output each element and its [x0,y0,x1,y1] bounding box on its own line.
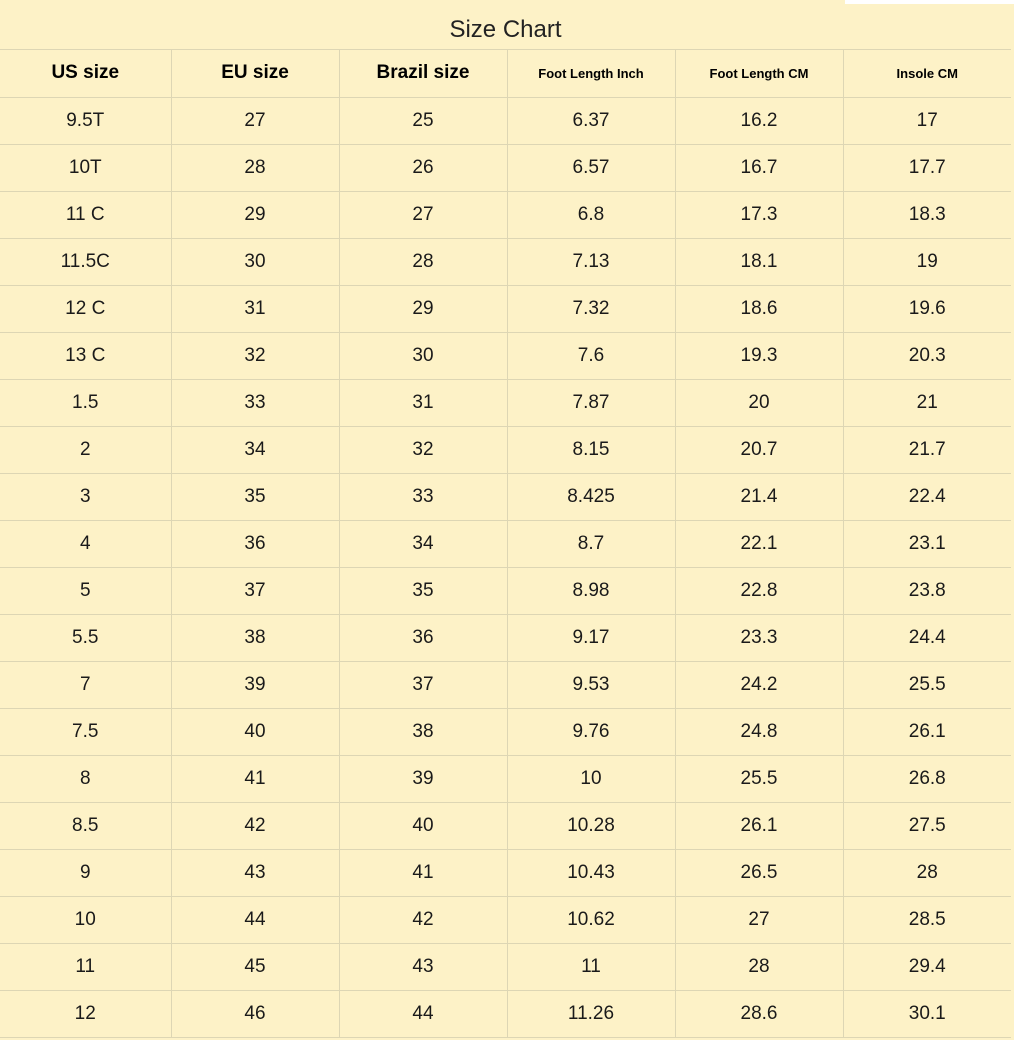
cell-brazil-size: 36 [339,614,507,661]
table-row [0,473,1011,520]
cell-insole-cm: 22.4 [843,473,1011,520]
cell-foot-length-cm: 18.6 [675,285,843,332]
cell-eu-size: 35 [171,473,339,520]
cell-foot-length-cm: 27 [675,896,843,943]
cell-foot-length-cm: 20.7 [675,426,843,473]
cell-foot-length-inch: 10.28 [507,802,675,849]
cell-brazil-size: 44 [339,990,507,1037]
table-row [0,849,1011,896]
cell-insole-cm: 20.3 [843,332,1011,379]
cell-insole-cm: 23.8 [843,567,1011,614]
cell-brazil-size: 34 [339,520,507,567]
table-row [0,990,1011,1037]
cell-insole-cm: 24.4 [843,614,1011,661]
cell-us-size: 8 [0,755,171,802]
cell-foot-length-inch: 9.17 [507,614,675,661]
cell-brazil-size: 37 [339,661,507,708]
cell-eu-size: 39 [171,661,339,708]
cell-foot-length-cm: 24.8 [675,708,843,755]
cell-us-size: 9.5T [0,97,171,144]
cell-eu-size: 40 [171,708,339,755]
cell-foot-length-cm: 26.5 [675,849,843,896]
header-brazil-size: Brazil size [339,50,507,97]
cell-eu-size: 30 [171,238,339,285]
cell-brazil-size: 33 [339,473,507,520]
cell-foot-length-inch: 7.32 [507,285,675,332]
cell-foot-length-inch: 10.62 [507,896,675,943]
header-us-size: US size [0,50,171,97]
cell-brazil-size: 35 [339,567,507,614]
cell-insole-cm: 19.6 [843,285,1011,332]
cell-eu-size: 45 [171,943,339,990]
cell-eu-size: 27 [171,97,339,144]
cell-insole-cm: 28.5 [843,896,1011,943]
cell-foot-length-cm: 17.3 [675,191,843,238]
table-row [0,426,1011,473]
cell-foot-length-inch: 8.15 [507,426,675,473]
cell-foot-length-inch: 8.7 [507,520,675,567]
cell-brazil-size: 27 [339,191,507,238]
cell-eu-size: 33 [171,379,339,426]
header-row [0,50,1011,97]
cell-foot-length-cm: 18.1 [675,238,843,285]
cell-eu-size: 38 [171,614,339,661]
cell-insole-cm: 26.8 [843,755,1011,802]
cell-us-size: 11.5C [0,238,171,285]
cell-foot-length-inch: 7.87 [507,379,675,426]
cell-brazil-size: 42 [339,896,507,943]
table-row [0,191,1011,238]
table-row [0,708,1011,755]
cell-insole-cm: 26.1 [843,708,1011,755]
cell-insole-cm: 23.1 [843,520,1011,567]
cell-brazil-size: 25 [339,97,507,144]
cell-us-size: 11 [0,943,171,990]
cell-eu-size: 37 [171,567,339,614]
cell-us-size: 4 [0,520,171,567]
cell-us-size: 5.5 [0,614,171,661]
cell-us-size: 7.5 [0,708,171,755]
cell-eu-size: 36 [171,520,339,567]
cell-foot-length-inch: 7.13 [507,238,675,285]
cell-us-size: 2 [0,426,171,473]
cell-us-size: 1.5 [0,379,171,426]
cell-insole-cm: 19 [843,238,1011,285]
table-row [0,802,1011,849]
header-foot-length-cm: Foot Length CM [675,50,843,97]
cell-brazil-size: 39 [339,755,507,802]
cell-us-size: 10 [0,896,171,943]
table-row [0,614,1011,661]
cell-brazil-size: 26 [339,144,507,191]
cell-eu-size: 41 [171,755,339,802]
table-row [0,567,1011,614]
cell-eu-size: 31 [171,285,339,332]
cell-foot-length-cm: 22.1 [675,520,843,567]
chart-title: Size Chart [449,15,562,43]
cell-insole-cm: 29.4 [843,943,1011,990]
cell-foot-length-inch: 7.6 [507,332,675,379]
cell-foot-length-inch: 6.57 [507,144,675,191]
cell-insole-cm: 30.1 [843,990,1011,1037]
cell-foot-length-cm: 16.2 [675,97,843,144]
cell-brazil-size: 38 [339,708,507,755]
cell-insole-cm: 18.3 [843,191,1011,238]
cell-us-size: 12 [0,990,171,1037]
cell-eu-size: 28 [171,144,339,191]
cell-us-size: 13 C [0,332,171,379]
size-table [0,50,1011,1038]
cell-us-size: 8.5 [0,802,171,849]
table-row [0,332,1011,379]
cell-insole-cm: 25.5 [843,661,1011,708]
cell-eu-size: 34 [171,426,339,473]
cell-insole-cm: 27.5 [843,802,1011,849]
cell-insole-cm: 21.7 [843,426,1011,473]
table-row [0,238,1011,285]
table-row [0,379,1011,426]
cell-brazil-size: 29 [339,285,507,332]
cell-foot-length-inch: 10 [507,755,675,802]
cell-brazil-size: 28 [339,238,507,285]
cell-foot-length-inch: 8.98 [507,567,675,614]
cell-foot-length-inch: 9.53 [507,661,675,708]
cell-insole-cm: 28 [843,849,1011,896]
header-eu-size: EU size [171,50,339,97]
cell-us-size: 3 [0,473,171,520]
cell-foot-length-inch: 11 [507,943,675,990]
table-row [0,896,1011,943]
cell-us-size: 11 C [0,191,171,238]
cell-eu-size: 29 [171,191,339,238]
table-row [0,285,1011,332]
cell-foot-length-cm: 28.6 [675,990,843,1037]
cell-foot-length-inch: 11.26 [507,990,675,1037]
cell-us-size: 7 [0,661,171,708]
cell-foot-length-cm: 21.4 [675,473,843,520]
cell-foot-length-cm: 25.5 [675,755,843,802]
cell-brazil-size: 32 [339,426,507,473]
cell-eu-size: 32 [171,332,339,379]
cell-us-size: 5 [0,567,171,614]
table-row [0,520,1011,567]
cell-insole-cm: 17 [843,97,1011,144]
cell-eu-size: 46 [171,990,339,1037]
cell-brazil-size: 41 [339,849,507,896]
cell-foot-length-cm: 26.1 [675,802,843,849]
cell-us-size: 12 C [0,285,171,332]
cell-foot-length-cm: 20 [675,379,843,426]
cell-eu-size: 42 [171,802,339,849]
cell-eu-size: 44 [171,896,339,943]
cell-foot-length-cm: 24.2 [675,661,843,708]
cell-brazil-size: 40 [339,802,507,849]
cell-us-size: 10T [0,144,171,191]
header-foot-length-inch: Foot Length Inch [507,50,675,97]
cell-foot-length-cm: 23.3 [675,614,843,661]
cell-foot-length-inch: 6.37 [507,97,675,144]
cell-insole-cm: 17.7 [843,144,1011,191]
cell-brazil-size: 30 [339,332,507,379]
header-insole-cm: Insole CM [843,50,1011,97]
table-row [0,943,1011,990]
cell-eu-size: 43 [171,849,339,896]
cell-brazil-size: 43 [339,943,507,990]
cell-foot-length-cm: 19.3 [675,332,843,379]
cell-foot-length-inch: 10.43 [507,849,675,896]
cell-brazil-size: 31 [339,379,507,426]
table-row [0,144,1011,191]
cell-foot-length-inch: 6.8 [507,191,675,238]
cell-foot-length-cm: 28 [675,943,843,990]
table-row [0,755,1011,802]
cell-foot-length-cm: 16.7 [675,144,843,191]
table-row [0,97,1011,144]
table-row [0,661,1011,708]
cell-foot-length-inch: 9.76 [507,708,675,755]
cell-us-size: 9 [0,849,171,896]
cell-foot-length-inch: 8.425 [507,473,675,520]
title-row [0,4,1011,50]
cell-foot-length-cm: 22.8 [675,567,843,614]
cell-insole-cm: 21 [843,379,1011,426]
table-body [0,97,1011,1037]
